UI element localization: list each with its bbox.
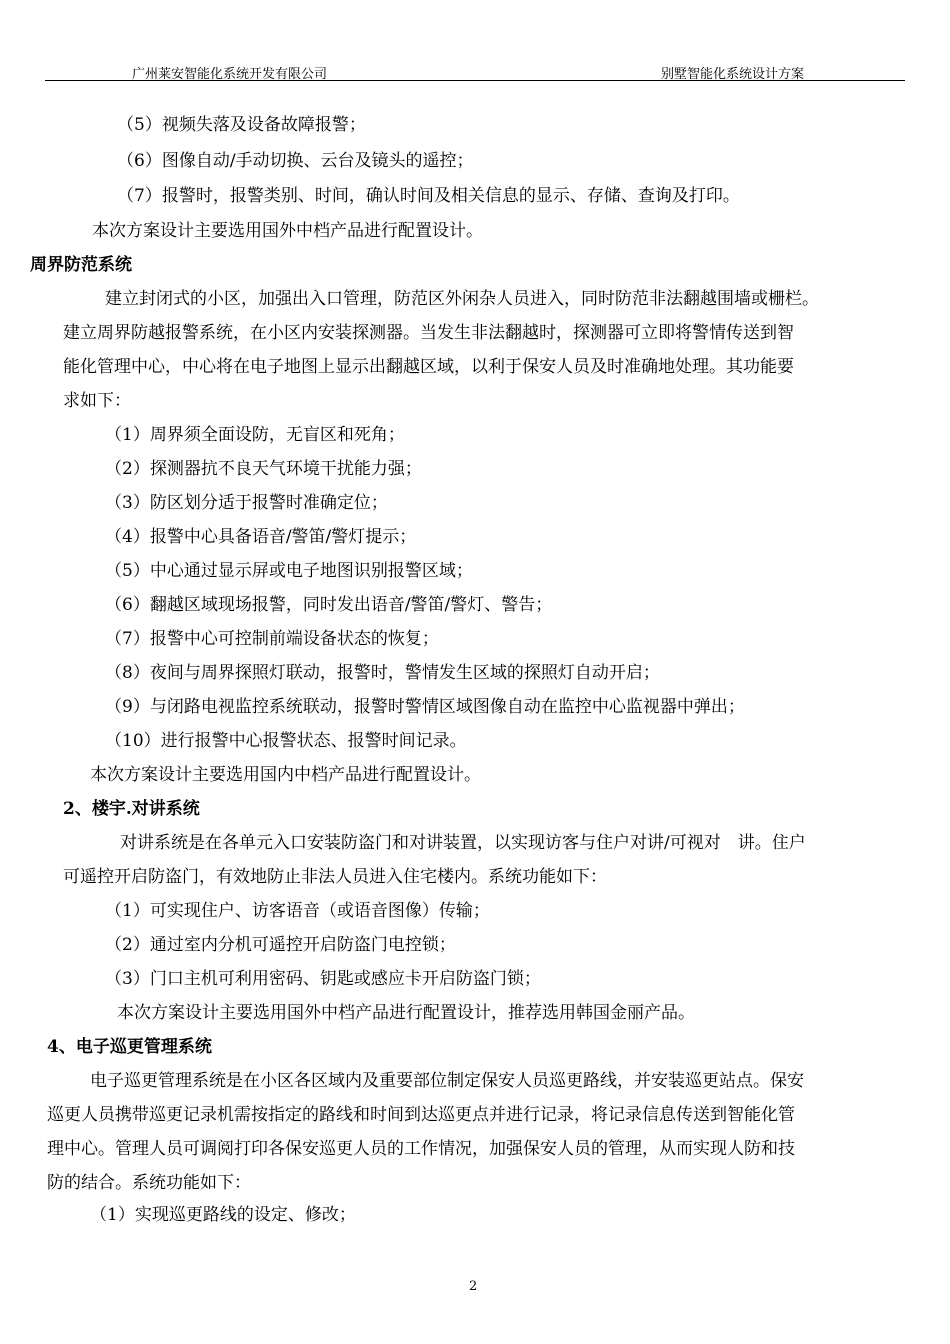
paragraph-line: 理中心。管理人员可调阅打印各保安巡更人员的工作情况，加强保安人员的管理，从而实现人防和技 <box>47 1139 795 1159</box>
paragraph-line: 本次方案设计主要选用国外中档产品进行配置设计。 <box>92 221 483 241</box>
section-heading: 2、楼宇.对讲系统 <box>63 799 200 819</box>
list-item: （3）门口主机可利用密码、钥匙或感应卡开启防盗门锁； <box>105 969 541 989</box>
header-company: 广州莱安智能化系统开发有限公司 <box>132 67 328 82</box>
list-item: （10）进行报警中心报警状态、报警时间记录。 <box>105 731 467 751</box>
header-rule <box>45 80 905 81</box>
paragraph-line: 本次方案设计主要选用国内中档产品进行配置设计。 <box>90 765 481 785</box>
list-item: （2）探测器抗不良天气环境干扰能力强； <box>105 459 422 479</box>
list-item: （2）通过室内分机可遥控开启防盗门电控锁； <box>105 935 456 955</box>
list-item: （7）报警时，报警类别、时间，确认时间及相关信息的显示、存储、查询及打印。 <box>117 186 740 206</box>
paragraph-line: 电子巡更管理系统是在小区各区域内及重要部位制定保安人员巡更路线，并安装巡更站点。保安 <box>90 1071 804 1091</box>
list-item: （1）可实现住户、访客语音（或语音图像）传输； <box>105 901 490 921</box>
list-item: （3）防区划分适于报警时准确定位； <box>105 493 388 513</box>
page-header <box>0 0 950 82</box>
paragraph-line: 巡更人员携带巡更记录机需按指定的路线和时间到达巡更点并进行记录，将记录信息传送到智能化管 <box>47 1105 795 1125</box>
paragraph-line: 本次方案设计主要选用国外中档产品进行配置设计，推荐选用韩国金丽产品。 <box>117 1003 695 1023</box>
list-item: （6）图像自动/手动切换、云台及镜头的遥控； <box>117 151 474 171</box>
list-item: （1）实现巡更路线的设定、修改； <box>90 1205 356 1225</box>
paragraph-line: 对讲系统是在各单元入口安装防盗门和对讲装置，以实现访客与住户对讲/可视对 讲。住户 <box>120 833 806 853</box>
paragraph-line: 建立封闭式的小区，加强出入口管理，防范区外闲杂人员进入，同时防范非法翻越围墙或栅栏。 <box>105 289 819 309</box>
paragraph-line: 求如下： <box>63 391 131 411</box>
list-item: （5）视频失落及设备故障报警； <box>117 115 366 135</box>
paragraph-line: 可遥控开启防盗门，有效地防止非法人员进入住宅楼内。系统功能如下： <box>63 867 607 887</box>
list-item: （4）报警中心具备语音/警笛/警灯提示； <box>105 527 417 547</box>
page-number: 2 <box>469 1279 478 1294</box>
list-item: （5）中心通过显示屏或电子地图识别报警区域； <box>105 561 473 581</box>
section-heading: 4、电子巡更管理系统 <box>47 1037 212 1057</box>
header-doc-title: 别墅智能化系统设计方案 <box>661 67 805 82</box>
list-item: （9）与闭路电视监控系统联动，报警时警情区域图像自动在监控中心监视器中弹出； <box>105 697 745 717</box>
paragraph-line: 建立周界防越报警系统，在小区内安装探测器。当发生非法翻越时，探测器可立即将警情传送到智 <box>63 323 794 343</box>
paragraph-line: 能化管理中心，中心将在电子地图上显示出翻越区域，以利于保安人员及时准确地处理。其功能要 <box>63 357 794 377</box>
list-item: （6）翻越区域现场报警，同时发出语音/警笛/警灯、警告； <box>105 595 553 615</box>
list-item: （7）报警中心可控制前端设备状态的恢复； <box>105 629 439 649</box>
list-item: （1）周界须全面设防，无盲区和死角； <box>105 425 405 445</box>
section-heading: 周界防范系统 <box>30 255 132 275</box>
list-item: （8）夜间与周界探照灯联动，报警时，警情发生区域的探照灯自动开启； <box>105 663 660 683</box>
paragraph-line: 防的结合。系统功能如下： <box>47 1173 251 1193</box>
